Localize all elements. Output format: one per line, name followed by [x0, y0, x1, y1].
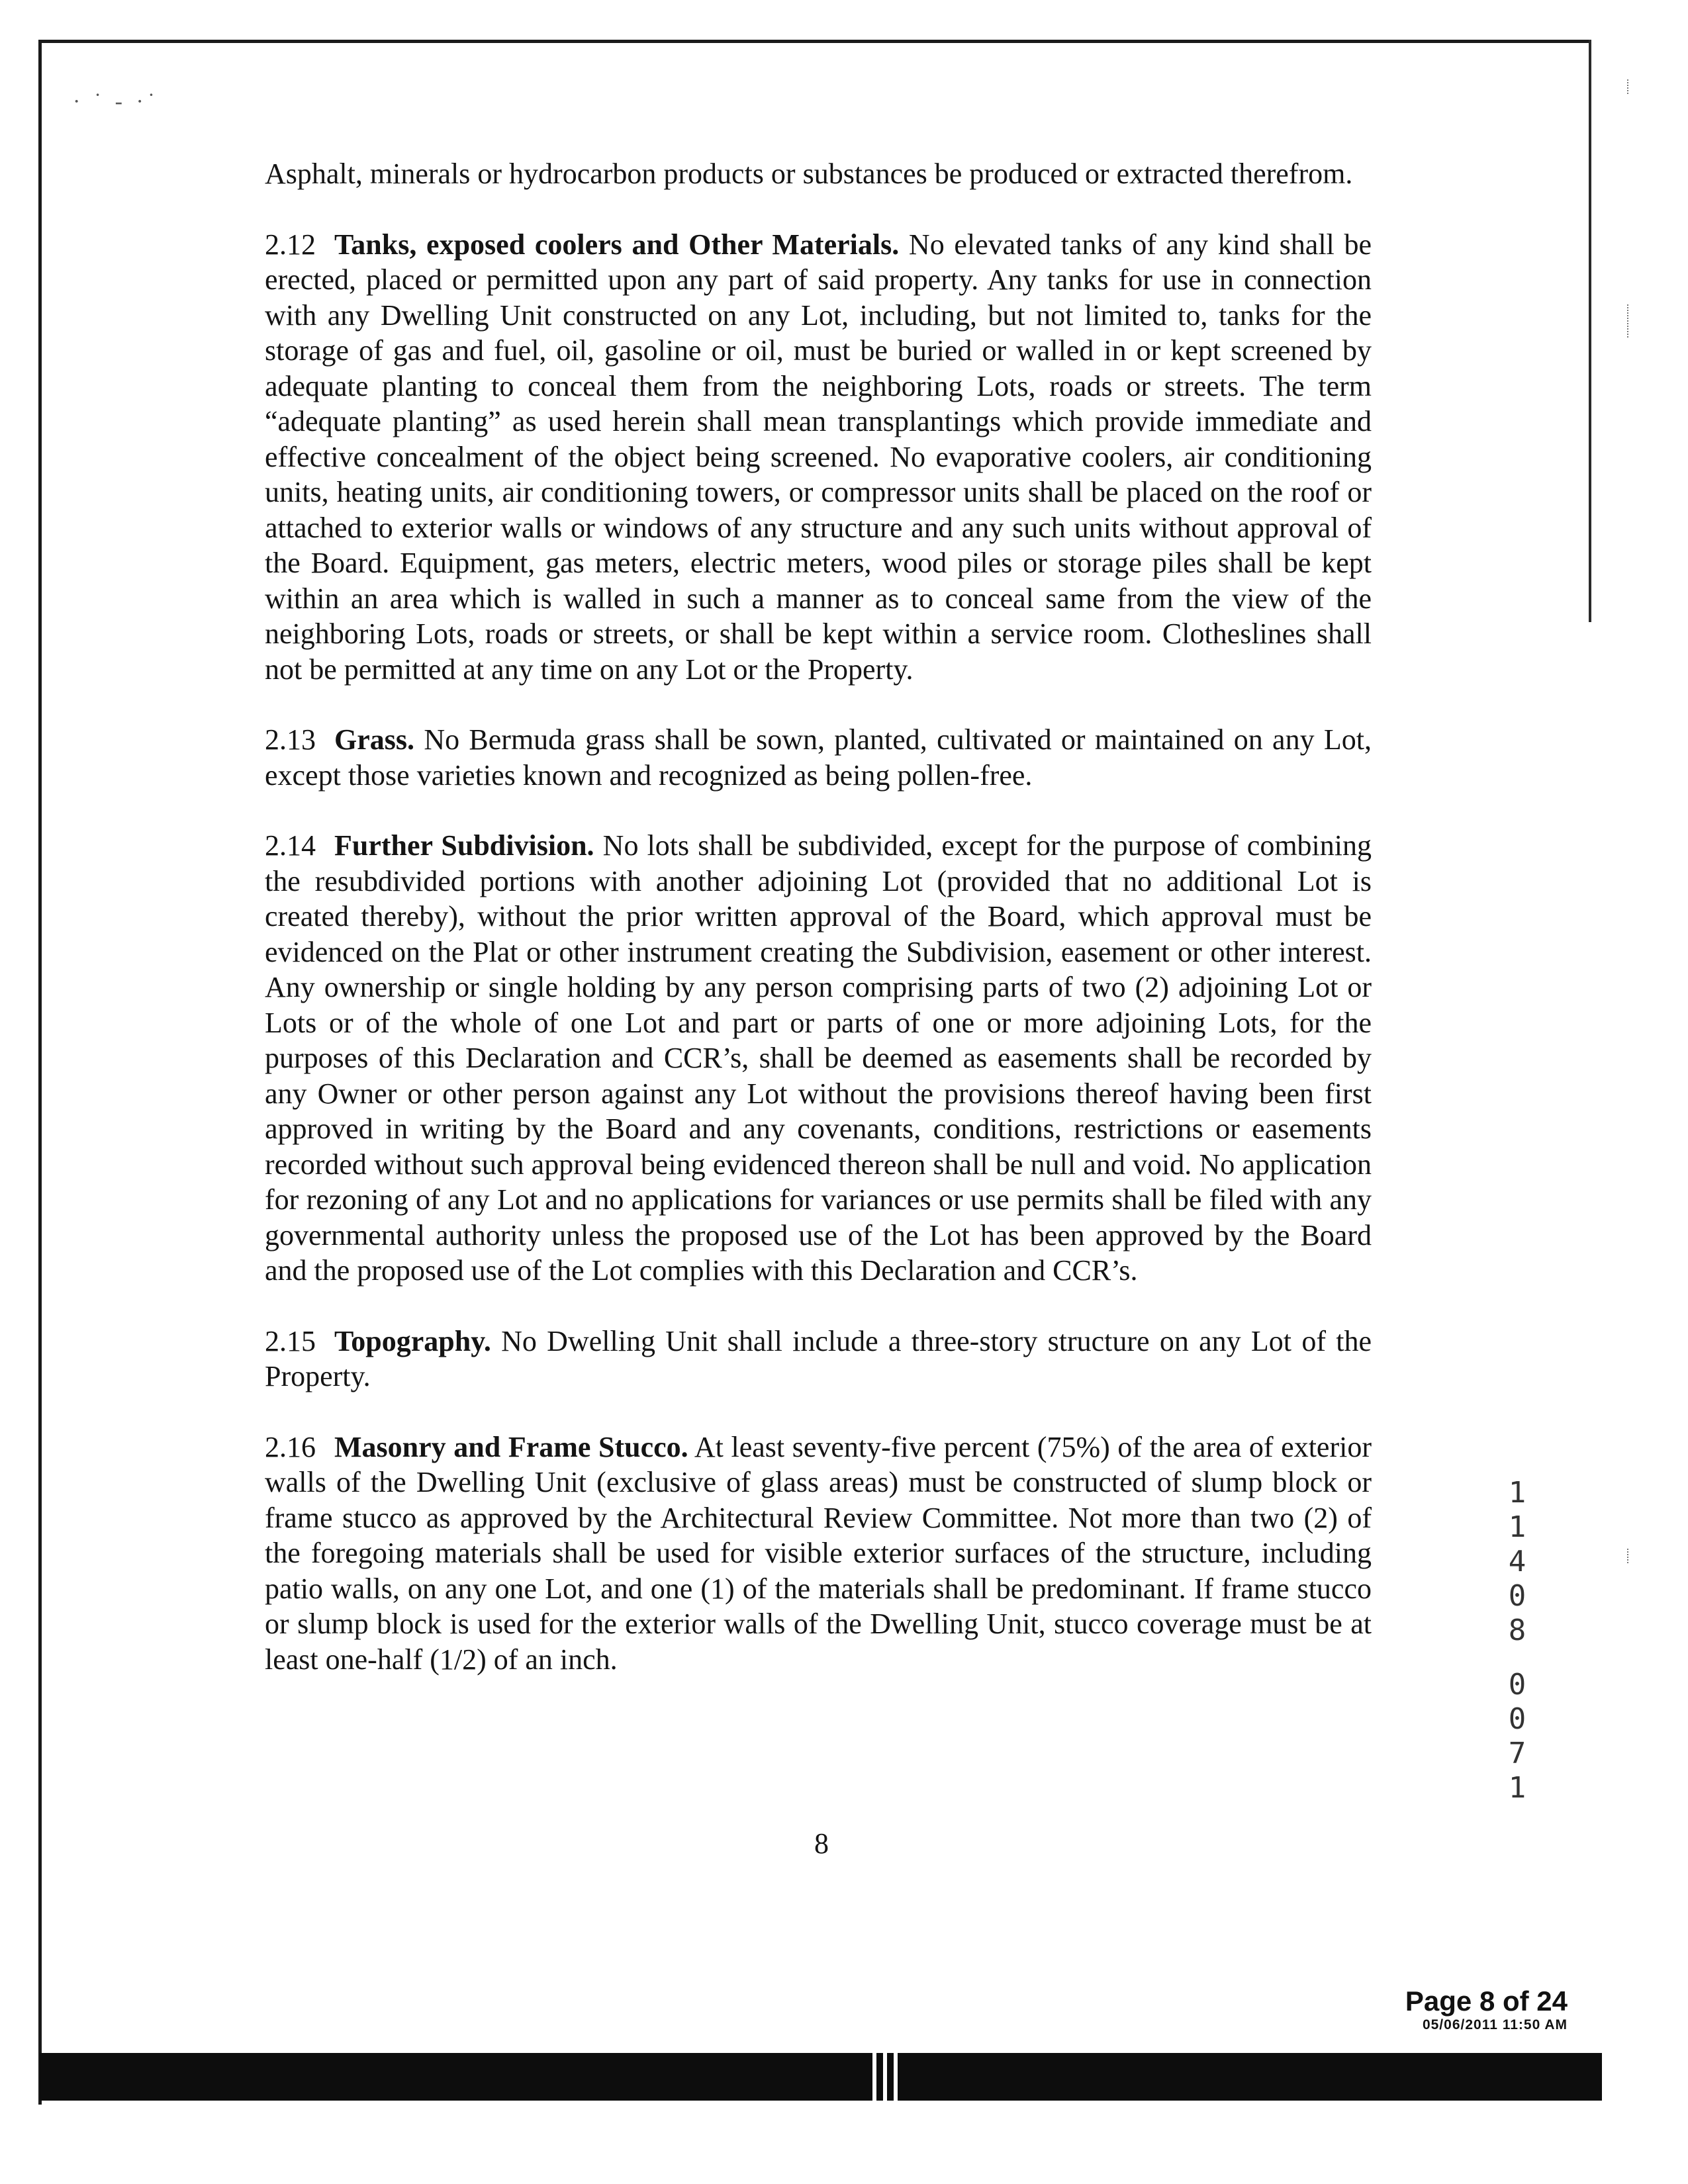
scan-specks: · ˙ ‐ ·˙: [73, 89, 160, 114]
page-of-total: Page 8 of 24: [1405, 1985, 1568, 2017]
stamp-gap: [1504, 1648, 1530, 1668]
scan-edge-mark: [1627, 1549, 1632, 1563]
document-body: [265, 156, 1372, 1712]
section-body: At least seventy-five percent (75%) of the area of exterior walls of the Dwelling Unit (exclusive of glass areas) must be constructed of slump block or frame stucco as approved by the Architectural Review Committee. Not more than two (2) of the foregoing materials shall be used for visible exterior surfaces of the structure, including patio walls, on any one Lot, and one (1) of the materials shall be predominant. If frame stucco or slump block is used for the exterior walls of the Dwelling Unit, stucco coverage must be at least one-half (1/2) of an inch.: [265, 1430, 1372, 1676]
footer-bar-gap: [894, 2053, 898, 2101]
stamp-digit: 0: [1508, 1702, 1526, 1736]
scan-edge-mark: [1627, 304, 1632, 338]
section-2-14: [265, 828, 1372, 1289]
section-body: No lots shall be subdivided, except for the purpose of combining the resubdivided portions with another adjoining Lot (provided that no additional Lot is created thereby), without the prior written approval of the Board, which approval must be evidenced on the Plat or other instrument creating the Subdivision, easement or other interest. Any ownership or single holding by any person comprising parts of two (2) adjoining Lot or Lots or of the whole of one Lot and part or parts of one or more adjoining Lots, for the purposes of this Declaration and CCR’s, shall be deemed as easements shall be recorded by any Owner or other person against any Lot without the provisions thereof having been first approved in writing by the Board and any covenants, conditions, restrictions or easements recorded without such approval being evidenced thereon shall be null and void. No application for rezoning of any Lot and no applications for variances or use permits shall be filed with any governmental authority unless the proposed use of the Lot has been approved by the Board and the proposed use of the Lot complies with this Declaration and CCR’s.: [265, 829, 1372, 1287]
footer-bar-gap: [872, 2053, 876, 2101]
recording-page-label: [1405, 1985, 1568, 2033]
section-heading: Further Subdivision.: [334, 829, 594, 862]
stamp-digit: 1: [1508, 1510, 1526, 1544]
section-heading: Topography.: [334, 1324, 491, 1357]
section-number: 2.16: [265, 1430, 316, 1463]
section-number: 2.13: [265, 723, 316, 756]
stamp-digit: 0: [1508, 1579, 1526, 1613]
stamp-digit: 4: [1508, 1545, 1526, 1578]
page-number: 8: [814, 1827, 829, 1860]
stamp-digit: 1: [1508, 1476, 1526, 1510]
scan-edge-mark: [1627, 79, 1632, 94]
scan-border-left: [38, 40, 42, 2105]
section-number: 2.14: [265, 829, 316, 862]
section-heading: Grass.: [334, 723, 414, 756]
stamp-digit: 8: [1508, 1614, 1526, 1647]
section-2-12: [265, 227, 1372, 688]
side-stamp: [1504, 1476, 1530, 1805]
section-body: No Bermuda grass shall be sown, planted, cultivated or maintained on any Lot, except those varieties known and recognized as being pollen-free.: [265, 723, 1372, 792]
section-body: No elevated tanks of any kind shall be erected, placed or permitted upon any part of said property. Any tanks for use in connection with any Dwelling Unit constructed on any Lot, including, but not limited to, tanks for the storage of gas and fuel, oil, gasoline or oil, must be buried or walled in or kept screened by adequate planting to conceal them from the neighboring Lots, roads or streets. The term “adequate planting” as used herein shall mean transplantings which provide immediate and effective concealment of the object being screened. No evaporative coolers, air conditioning units, heating units, air conditioning towers, or compressor units shall be placed on the roof or attached to exterior walls or windows of any structure and any such units without approval of the Board. Equipment, gas meters, electric meters, wood piles or storage piles shall be kept within an area which is walled in such a manner as to conceal same from the view of the neighboring Lots, roads or streets, or shall be kept within a service room. Clotheslines shall not be permitted at any time on any Lot or the Property.: [265, 228, 1372, 686]
section-2-13: [265, 722, 1372, 793]
section-number: 2.15: [265, 1324, 316, 1357]
section-heading: Masonry and Frame Stucco.: [334, 1430, 688, 1463]
intro-paragraph: Asphalt, minerals or hydrocarbon products or substances be produced or extracted therefrom.: [265, 158, 1353, 190]
scan-border-top: [38, 40, 1591, 43]
footer-bar-gap: [883, 2053, 887, 2101]
section-body: No Dwelling Unit shall include a three-story structure on any Lot of the Property.: [265, 1324, 1372, 1392]
stamp-digit: 7: [1508, 1737, 1526, 1770]
stamp-digit: 0: [1508, 1668, 1526, 1702]
section-2-16: [265, 1430, 1372, 1678]
section-number: 2.12: [265, 228, 316, 261]
section-2-15: [265, 1324, 1372, 1394]
section-heading: Tanks, exposed coolers and Other Materials.: [334, 228, 900, 261]
stamp-digit: 1: [1508, 1771, 1526, 1805]
recording-timestamp: 05/06/2011 11:50 AM: [1422, 2017, 1568, 2032]
scan-footer-bar: [40, 2053, 1602, 2101]
scan-border-right: [1589, 40, 1591, 622]
